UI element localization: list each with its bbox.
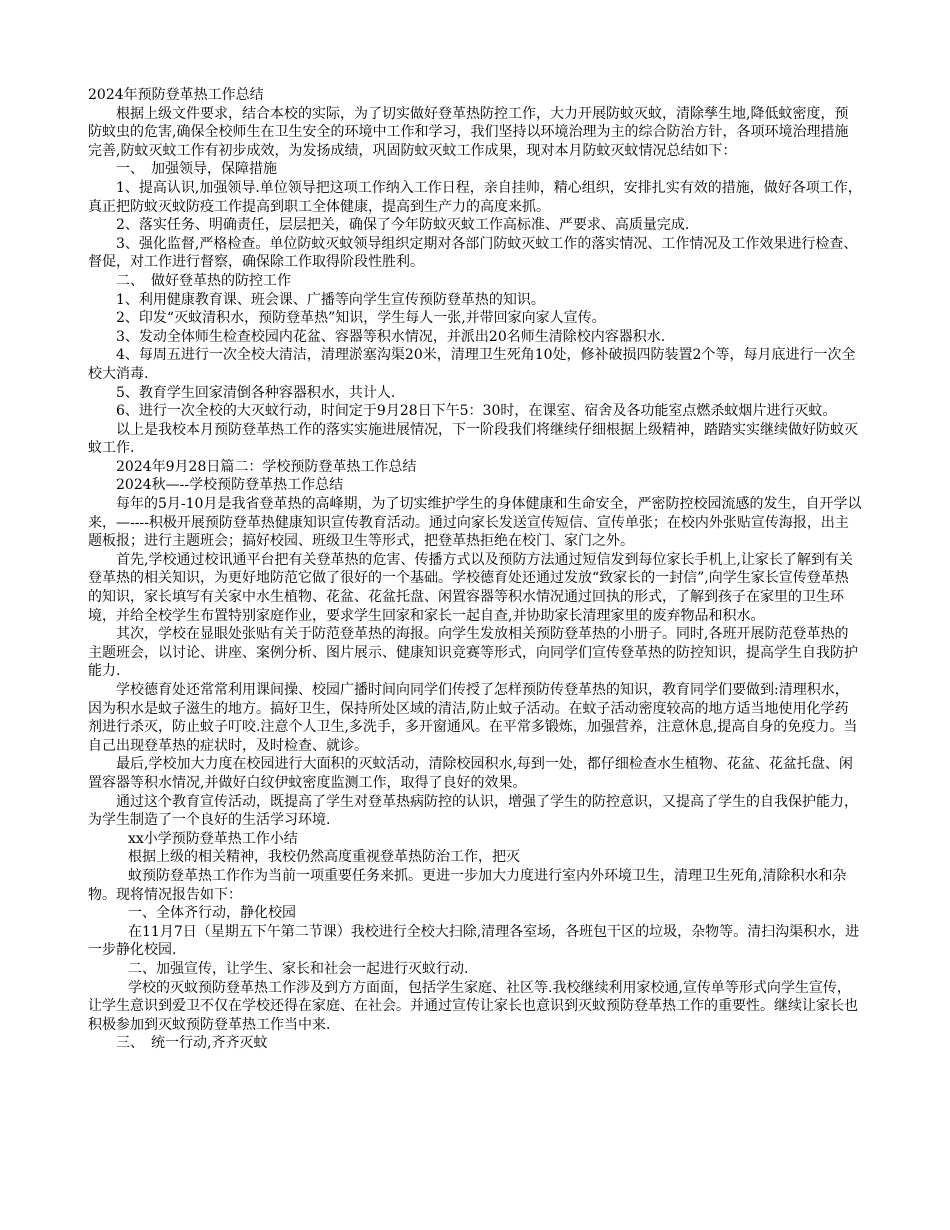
paragraph: 学校德育处还常常利用课间操、校园广播时间向同学们传授了怎样预防传登革热的知识，教育同学们要做到:清理积水，因为积水是蚊子滋生的地方。搞好卫生，保持所处区域的清洁,防止蚊子活动。在蚊子活动密度较高的地方适当地使用化学药剂进行杀灭，防止蚊子叮咬.注意个人卫生,多洗手，多开窗通风。在平常多锻炼，加强营养，注意休息,提高自身的免疫力。当自己出现登革热的症状时，及时检查、就诊。 xyxy=(88,682,858,754)
paragraph: 2、落实任务、明确责任，层层把关，确保了今年防蚊灭蚊工作高标准、严要求、高质量完成. xyxy=(116,217,690,234)
paragraph: 2、印发“灭蚊清积水，预防登革热”知识，学生每人一张,并带回家向家人宣传。 xyxy=(116,310,606,327)
section-heading: 一、全体齐行动，静化校园 xyxy=(128,905,296,922)
paragraph: 以上是我校本月预防登革热工作的落实实施进展情况，下一阶段我们将继续仔细根据上级精神，踏踏实实继续做好防蚊灭蚊工作. xyxy=(88,421,858,457)
paragraph: 3、强化监督,严格检查。单位防蚊灭蚊领导组织定期对各部门防蚊灭蚊工作的落实情况、工作情况及工作效果进行检查、督促，对工作进行督察，确保除工作取得阶段性胜利。 xyxy=(88,235,858,271)
paragraph: 每年的5月-10月是我省登革热的高峰期，为了切实维护学生的身体健康和生命安全，严密防控校园流感的发生，自开学以来，—----积极开展预防登革热健康知识宣传教育活动。通过向家长发送宣传短信、宣传单张；在校内外张贴宣传海报，出主题板报；进行主题班会；搞好校园、班级卫生等形式，把登革热拒绝在校门、家门之外。 xyxy=(88,496,862,550)
paragraph: 首先,学校通过校讯通平台把有关登革热的危害、传播方式以及预防方法通过短信发到每位家长手机上,让家长了解到有关登革热的相关知识，为更好地防范它做了很好的一个基础。学校德育处还通过发放“致家长的一封信”,向学生家长宣传登革热的知识，家长填写有关家中水生植物、花盆、花盆托盘、闲置容器等积水情况通过回执的形式，了解到孩子在家里的卫生环境，并给全校学生布置特别家庭作业，要求学生回家和家长一起自查,并协助家长清理家里的废弃物品和积水。 xyxy=(88,551,853,624)
paragraph: 其次，学校在显眼处张贴有关于防范登革热的海报。向学生发放相关预防登革热的小册子。同时,各班开展防范登革热的主题班会，以讨论、讲座、案例分析、图片展示、健康知识竞赛等形式，向同学们宣传登革热的防控知识，提高学生自我防护能力. xyxy=(88,626,858,680)
paragraph: 通过这个教育宣传活动，既提高了学生对登革热病防控的认识，增强了学生的防控意识，又提高了学生的自我保护能力，为学生制造了一个良好的生活学习环境. xyxy=(88,793,858,829)
paragraph: 学校的灭蚊预防登革热工作涉及到方方面面，包括学生家庭、社区等.我校继续利用家校通,宣传单等形式向学生宣传，让学生意识到爱卫不仅在学校还得在家庭、在社会。并通过宣传让家长也意识到灭蚊预防登革热工作的重要性。继续让家长也积极参加到灭蚊预防登革热工作当中来. xyxy=(88,979,858,1033)
paragraph: 3、发动全体师生检查校园内花盆、容器等积水情况，并派出20名师生清除校内容器积水. xyxy=(116,328,666,345)
intro-paragraph: 根据上级文件要求，结合本校的实际，为了切实做好登革热防控工作，大力开展防蚊灭蚊，清除孳生地,降低蚊密度，预防蚊虫的危害,确保全校师生在卫生安全的环境中工作和学习，我们坚持以环境治理为主的综合防治方针，各项环境治理措施完善,防蚊灭蚊工作有初步成效，为发扬成绩，巩固防蚊灭蚊工作成果，现对本月防蚊灭蚊情况总结如下： xyxy=(88,105,849,159)
paragraph: 在11月7日（星期五下午第二节课）我校进行全校大扫除,清理各室场，各班包干区的垃圾，杂物等。清扫沟渠积水，进一步静化校园. xyxy=(88,923,860,959)
subtitle: 2024秋—--学校预防登革热工作总结 xyxy=(116,477,344,494)
section-heading: 三、 统一行动,齐齐灭蚊 xyxy=(116,1035,268,1052)
date-line: 2024年9月28日篇二：学校预防登革热工作总结 xyxy=(116,458,417,475)
paragraph: 根据上级的相关精神，我校仍然高度重视登革热防治工作，把灭 xyxy=(128,849,520,866)
paragraph: 1、提高认识,加强领导.单位领导把这项工作纳入工作日程，亲自挂帅，精心组织，安排扎实有效的措施，做好各项工作，真正把防蚊灭蚊防疫工作提高到职工全体健康，提高到生产力的高度来抓。 xyxy=(88,179,862,215)
section-heading-2: 二、 做好登革热的防控工作 xyxy=(116,272,291,289)
paragraph: 6、进行一次全校的大灭蚊行动，时间定于9月28日下午5：30时，在课室、宿舍及各功能室点燃杀蚊烟片进行灭蚊。 xyxy=(116,403,837,420)
paragraph: 最后,学校加大力度在校园进行大面积的灭蚊活动，清除校园积水,每到一处，都仔细检查水生植物、花盆、花盆托盘、闲置容器等积水情况,并做好白纹伊蚊密度监测工作，取得了良好的效果。 xyxy=(88,756,853,791)
paragraph: 4、每周五进行一次全校大清洁，清理淤塞沟渠20米，清理卫生死角10处，修补破损四防装置2个等，每月底进行一次全校大消毒. xyxy=(88,347,856,382)
paragraph: 1、利用健康教育课、班会课、广播等向学生宣传预防登革热的知识。 xyxy=(116,291,545,308)
section-heading-1: 一、 加强领导，保障措施 xyxy=(116,161,277,178)
subtitle: xx小学预防登革热工作小结 xyxy=(128,830,298,847)
section-heading: 二、加强宣传，让学生、家长和社会一起进行灭蚊行动. xyxy=(128,960,469,977)
paragraph: 5、教育学生回家清倒各种容器积水，共计人. xyxy=(116,384,396,401)
paragraph: 蚊预防登革热工作作为当前一项重要任务来抓。更进一步加大力度进行室内外环境卫生，清理卫生死角,清除积水和杂物。现将情况报告如下： xyxy=(88,867,847,903)
document-title: 2024年预防登革热工作总结 xyxy=(88,87,264,103)
